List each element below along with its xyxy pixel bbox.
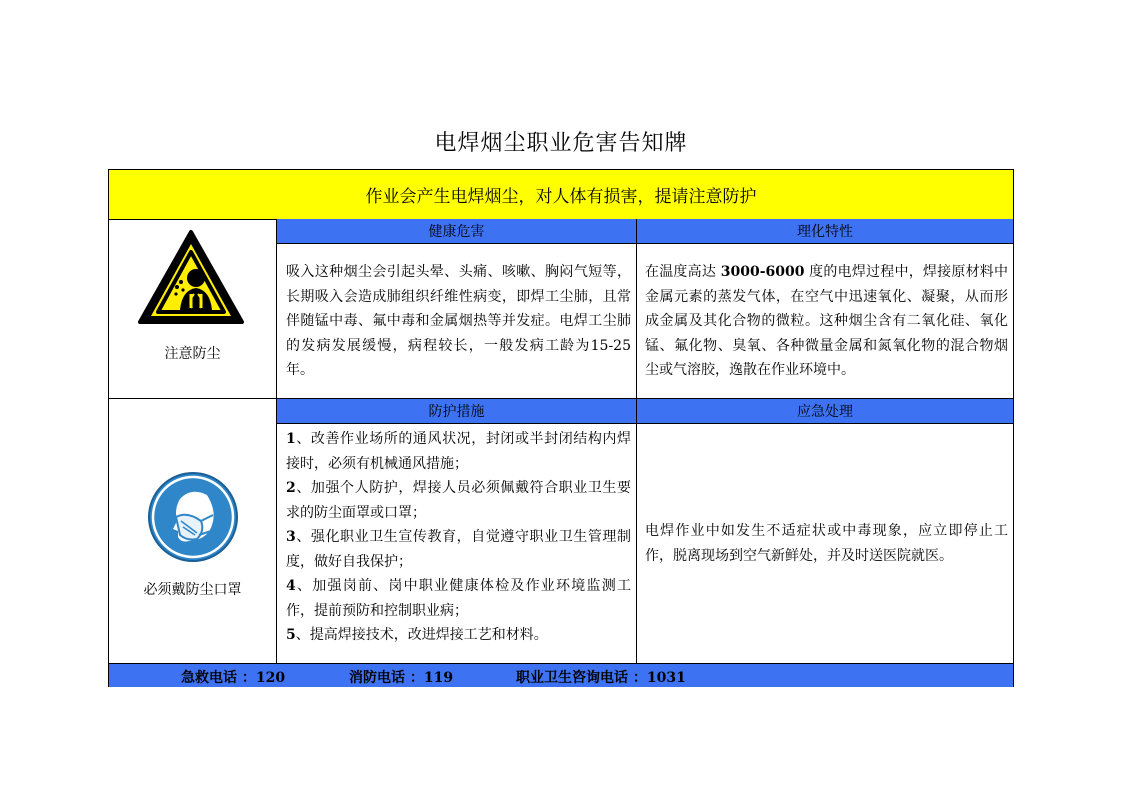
properties-text	[645, 260, 1008, 383]
protection-steps	[286, 427, 631, 648]
protection-step-5	[286, 623, 631, 648]
step-number: 5	[286, 627, 296, 643]
fire-phone: 消防电话 ：119	[349, 670, 454, 686]
mask-cell	[109, 399, 276, 663]
step-number: 1	[286, 431, 296, 447]
protection-step-4	[286, 574, 631, 623]
emergency-text: 电焊作业中如发生不适症状或中毒现象，应立即停止工作，脱离现场到空气新鲜处，并及时送医院就医。	[645, 523, 1008, 564]
protection-step-1	[286, 427, 631, 476]
health-hazard-text: 吸入这种烟尘会引起头晕、头痛、咳嗽、胸闷气短等，长期吸入会造成肺组织纤维性病变，即焊工尘肺，且常伴随锰中毒、氟中毒和金属烟热等并发症。电焊工尘肺的发病发展缓慢，病程较长，一般发病工龄为15-25年。	[286, 264, 631, 378]
step-number: 3	[286, 529, 296, 545]
step-text: 、强化职业卫生宣传教育，自觉遵守职业卫生管理制度，做好自我保护；	[286, 529, 631, 570]
dust-mask-mandatory-icon	[147, 471, 239, 563]
protection-step-2	[286, 476, 631, 525]
step-text: 、提高焊接技术，改进焊接工艺和材料。	[295, 627, 548, 643]
health-consult-phone: 职业卫生咨询电话 ：1031	[516, 670, 686, 686]
protection-step-3	[286, 525, 631, 574]
first-aid-phone: 急救电话 ：120	[181, 670, 286, 686]
contact-footer	[109, 663, 1013, 687]
properties-header: 理化特性	[637, 219, 1013, 244]
warning-banner: 作业会产生电焊烟尘，对人体有损害，提请注意防护	[109, 170, 1013, 220]
warning-icon-label: 注意防尘	[164, 346, 221, 362]
step-number: 2	[286, 480, 296, 496]
divider-middle	[636, 219, 637, 663]
temperature-value: 3000-6000	[720, 264, 805, 280]
step-text: 、改善作业场所的通风状况，封闭或半封闭结构内焊接时，必须有机械通风措施；	[286, 431, 631, 472]
protection-header: 防护措施	[277, 399, 636, 424]
emergency-header: 应急处理	[637, 399, 1013, 424]
step-number: 4	[286, 578, 296, 594]
properties-text-end: 度的电焊过程中，焊接原材料中金属元素的蒸发气体，在空气中迅速氧化、凝聚，从而形成金属及其化合物的微粒。这种烟尘含有二氧化硅、氧化锰、氟化物、臭氧、各种微量金属和氮氧化物的混合物烟尘或气溶胶，逸散在作业环境中。	[645, 264, 1009, 378]
page-title: 电焊烟尘职业危害告知牌	[434, 131, 688, 156]
warning-triangle-inhalation-icon	[136, 228, 246, 328]
properties-text-start: 在温度高达	[645, 264, 721, 280]
step-text: 、加强个人防护，焊接人员必须佩戴符合职业卫生要求的防尘面罩或口罩；	[286, 480, 631, 521]
hazard-notice-board	[108, 169, 1014, 687]
health-hazard-header: 健康危害	[277, 219, 636, 244]
step-text: 、加强岗前、岗中职业健康体检及作业环境监测工作，提前预防和控制职业病；	[286, 578, 631, 619]
warning-cell	[109, 219, 276, 398]
divider-left	[276, 219, 277, 663]
mask-icon-label: 必须戴防尘口罩	[143, 582, 242, 598]
